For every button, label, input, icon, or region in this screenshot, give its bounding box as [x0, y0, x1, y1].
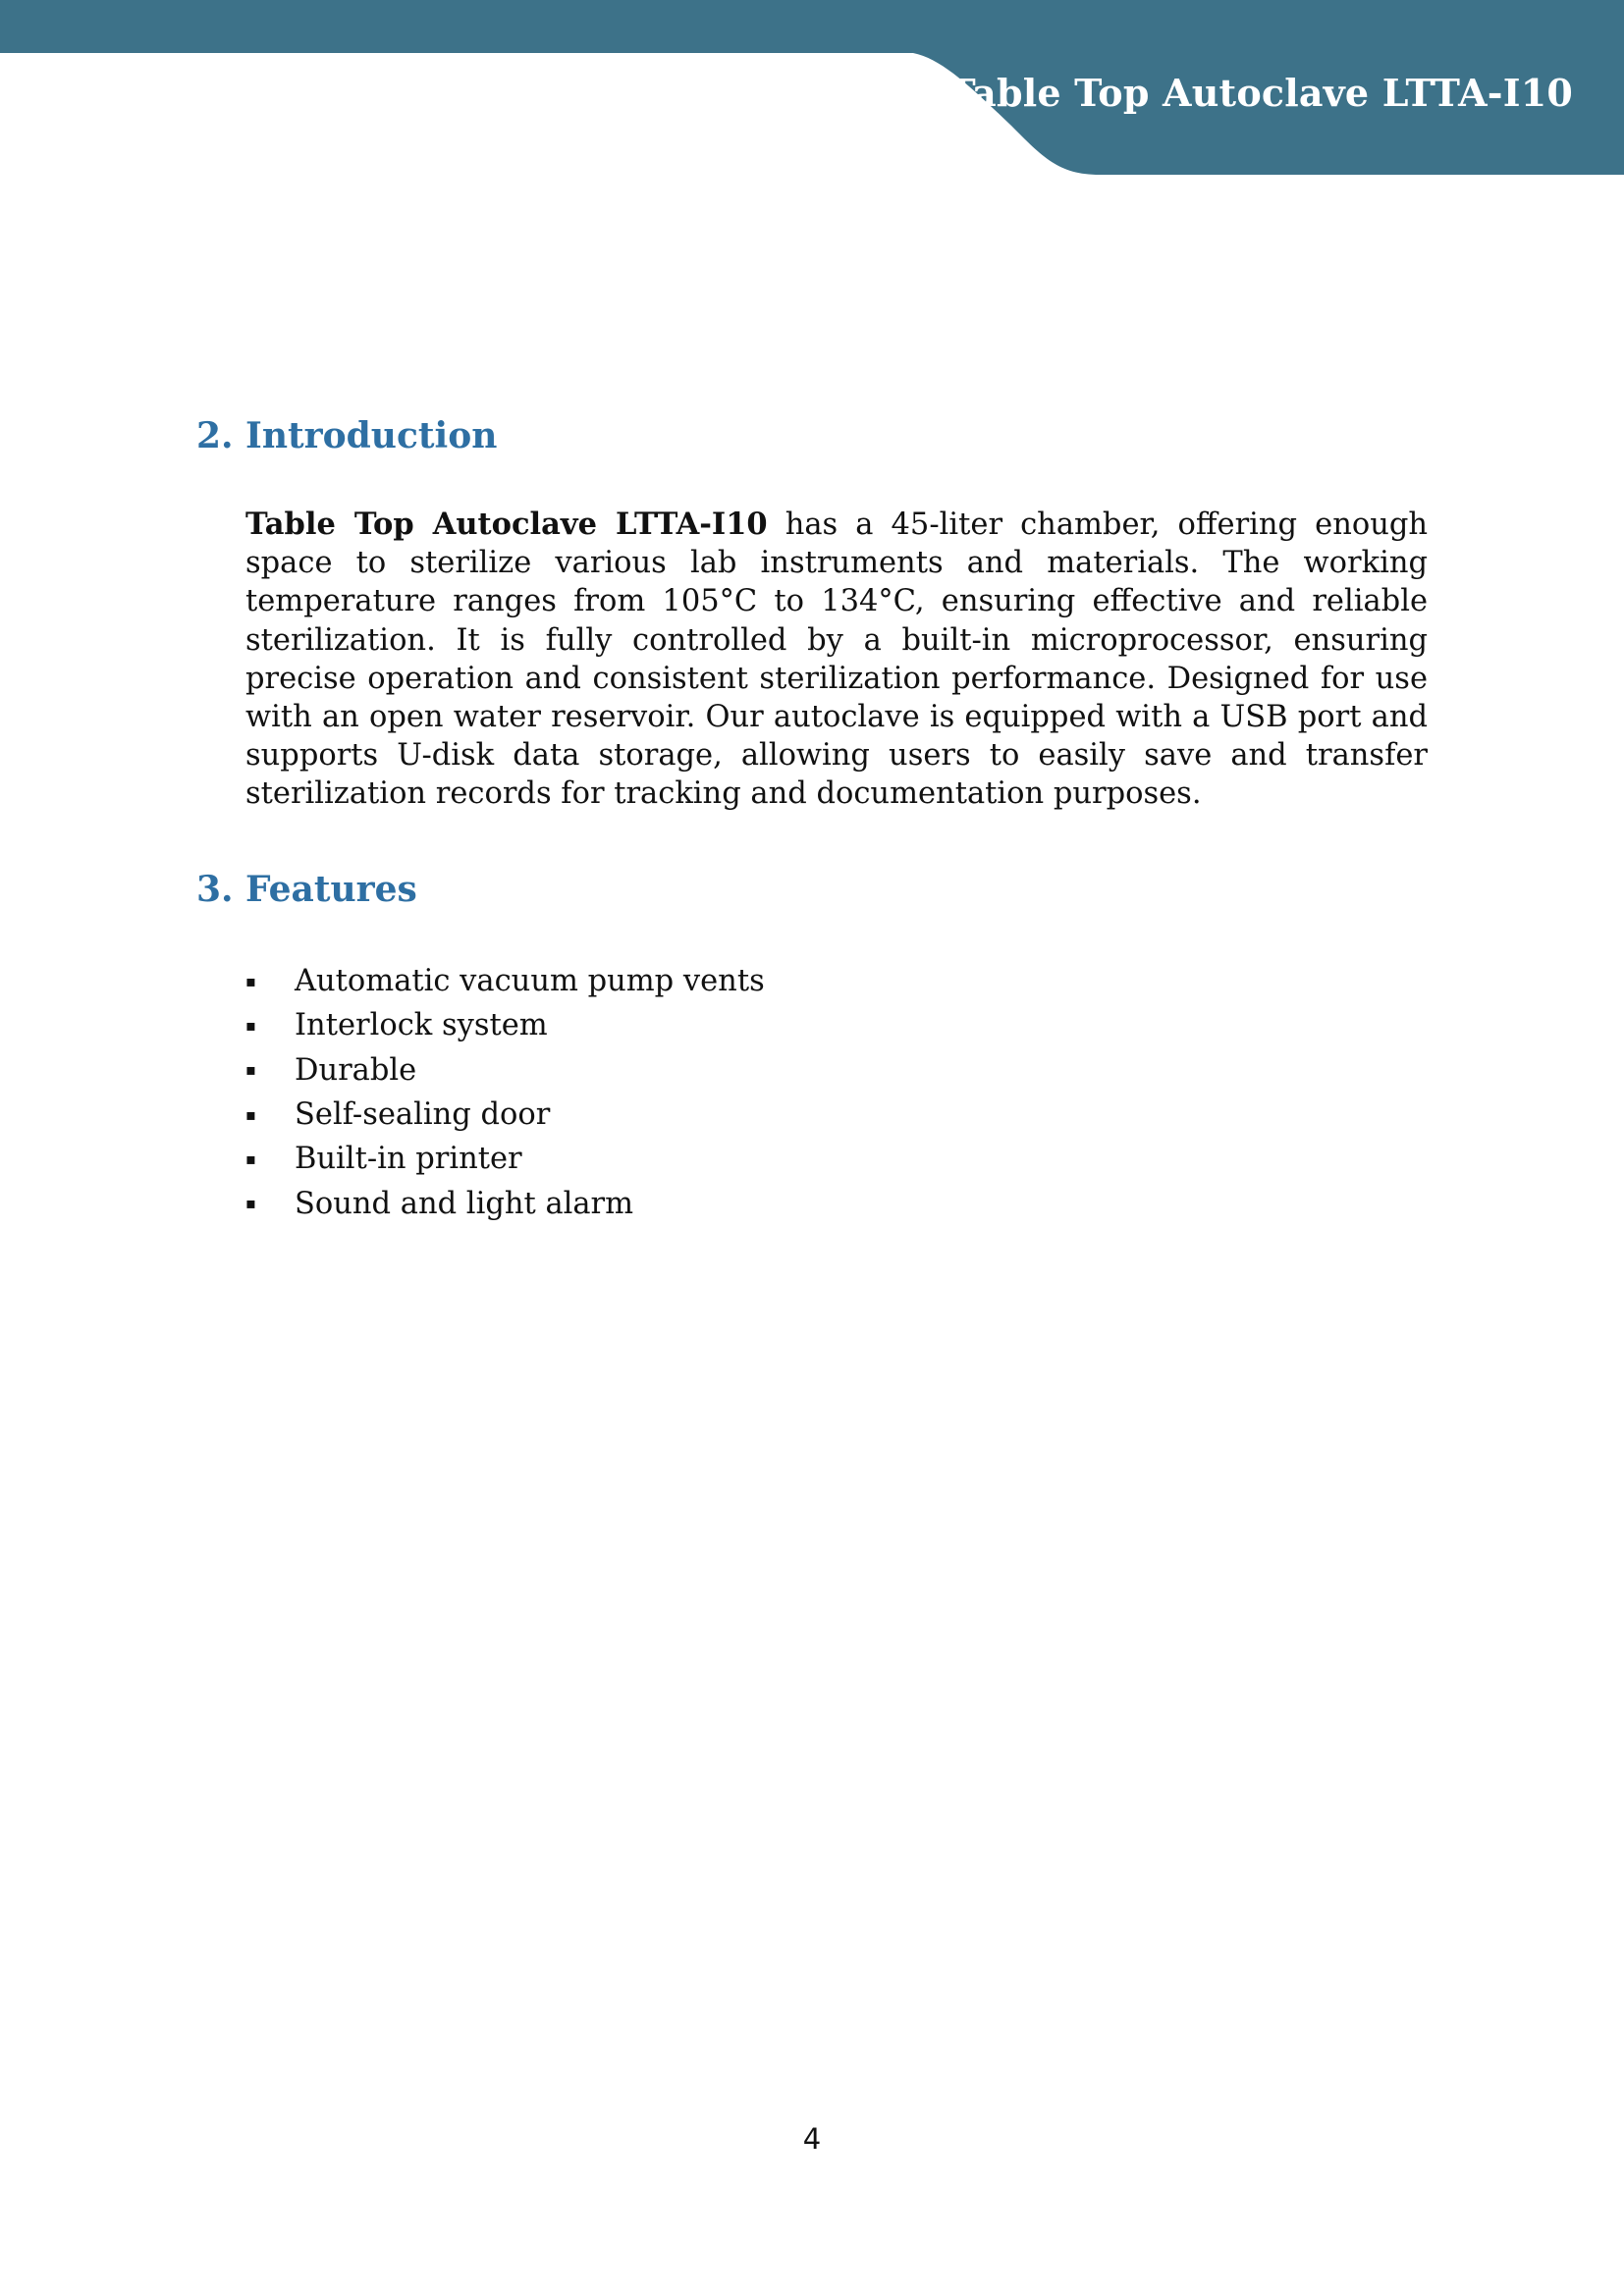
- introduction-text: has a 45-liter chamber, offering enough space to sterilize various lab instruments and materials. The working temperature ranges from 105°C to 134°C, ensuring effective and reliable sterilization. It is fully controlled by a built-in microprocessor, ensuring precise operation and consistent sterilization performance. Designed for use with an open water reservoir. Our autoclave is equipped with a USB port and supports U-disk data storage, allowing users to easily save and transfer sterilization records for tracking and documentation purposes.: [245, 507, 1429, 812]
- feature-text: Durable: [295, 1052, 417, 1088]
- feature-text: Automatic vacuum pump vents: [295, 964, 765, 999]
- list-item: [245, 1181, 1428, 1225]
- introduction-heading: [196, 415, 1428, 456]
- list-item: [245, 1137, 1428, 1181]
- introduction-paragraph: [245, 506, 1428, 814]
- document-title: Table Top Autoclave LTTA-I10: [947, 71, 1573, 115]
- feature-text: Built-in printer: [295, 1142, 522, 1177]
- list-item: [245, 959, 1428, 1003]
- product-name: Table Top Autoclave LTTA-I10: [245, 507, 768, 542]
- list-item: [245, 1048, 1428, 1093]
- features-section: [196, 869, 1428, 1226]
- list-item: [245, 1093, 1428, 1137]
- introduction-number: 2.: [196, 415, 234, 456]
- features-list: [245, 959, 1428, 1226]
- feature-text: Self-sealing door: [295, 1097, 551, 1133]
- square-bullet-icon: ▪: [245, 971, 256, 990]
- feature-text: Interlock system: [295, 1008, 548, 1043]
- introduction-title: Introduction: [245, 415, 498, 456]
- features-number: 3.: [196, 869, 234, 910]
- square-bullet-icon: ▪: [245, 1148, 256, 1168]
- square-bullet-icon: ▪: [245, 1015, 256, 1035]
- square-bullet-icon: ▪: [245, 1060, 256, 1080]
- features-title: Features: [245, 869, 417, 910]
- features-heading: [196, 869, 1428, 910]
- square-bullet-icon: ▪: [245, 1194, 256, 1213]
- page-number: 4: [802, 2122, 822, 2156]
- square-bullet-icon: ▪: [245, 1104, 256, 1124]
- list-item: [245, 1003, 1428, 1047]
- feature-text: Sound and light alarm: [295, 1186, 634, 1221]
- introduction-section: [196, 415, 1428, 814]
